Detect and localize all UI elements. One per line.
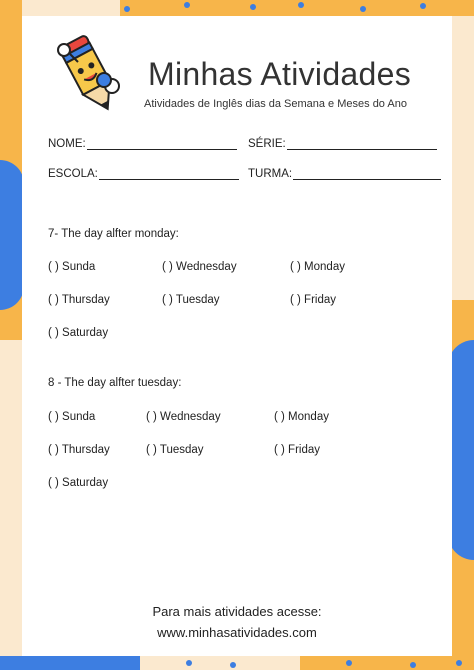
decor-dot — [360, 6, 366, 12]
name-line[interactable] — [87, 137, 237, 150]
decor-dot — [420, 3, 426, 9]
school-line[interactable] — [99, 167, 239, 180]
q8-option-monday[interactable]: ( ) Monday — [274, 411, 329, 423]
pencil-mascot-icon — [52, 24, 124, 116]
bottom-orange-band — [300, 656, 474, 670]
q7-option-monday[interactable]: ( ) Monday — [290, 261, 345, 273]
decor-dot — [186, 660, 192, 666]
grade-line[interactable] — [287, 137, 437, 150]
q8-option-wednesday[interactable]: ( ) Wednesday — [146, 411, 221, 423]
class-field — [248, 167, 441, 180]
question-7: 7- The day alfter monday: — [48, 228, 179, 240]
footer-link[interactable]: www.minhasatividades.com — [157, 625, 317, 640]
page-title: Minhas Atividades — [148, 56, 412, 92]
grade-label: SÉRIE: — [248, 138, 286, 150]
q7-option-wednesday[interactable]: ( ) Wednesday — [162, 261, 237, 273]
class-label: TURMA: — [248, 168, 293, 180]
decor-dot — [410, 662, 416, 668]
q7-option-sunda[interactable]: ( ) Sunda — [48, 261, 96, 273]
q8-option-sunda[interactable]: ( ) Sunda — [48, 411, 96, 423]
page-subtitle: Atividades de Inglês dias da Semana e Meses do Ano — [144, 98, 407, 110]
q8-option-saturday[interactable]: ( ) Saturday — [48, 477, 109, 489]
class-line[interactable] — [293, 167, 441, 180]
footer-text: Para mais atividades acesse: — [152, 604, 322, 619]
question-8: 8 - The day alfter tuesday: — [48, 377, 182, 389]
name-label: NOME: — [48, 138, 86, 150]
grade-field — [248, 137, 437, 150]
decor-dot — [298, 2, 304, 8]
q8-option-friday[interactable]: ( ) Friday — [274, 444, 320, 456]
decor-dot — [184, 2, 190, 8]
left-blue-shape — [0, 160, 24, 310]
q7-option-friday[interactable]: ( ) Friday — [290, 294, 336, 306]
school-label: ESCOLA: — [48, 168, 98, 180]
q7-option-tuesday[interactable]: ( ) Tuesday — [162, 294, 220, 306]
decor-dot — [346, 660, 352, 666]
decor-dot — [456, 660, 462, 666]
decor-dot — [250, 4, 256, 10]
worksheet — [22, 16, 452, 656]
decor-dot — [230, 662, 236, 668]
q7-option-saturday[interactable]: ( ) Saturday — [48, 327, 109, 339]
name-field — [48, 137, 237, 150]
q8-option-tuesday[interactable]: ( ) Tuesday — [146, 444, 204, 456]
school-field — [48, 167, 239, 180]
q8-option-thursday[interactable]: ( ) Thursday — [48, 444, 110, 456]
bottom-blue-band — [0, 656, 140, 670]
decor-dot — [124, 6, 130, 12]
q7-option-thursday[interactable]: ( ) Thursday — [48, 294, 110, 306]
